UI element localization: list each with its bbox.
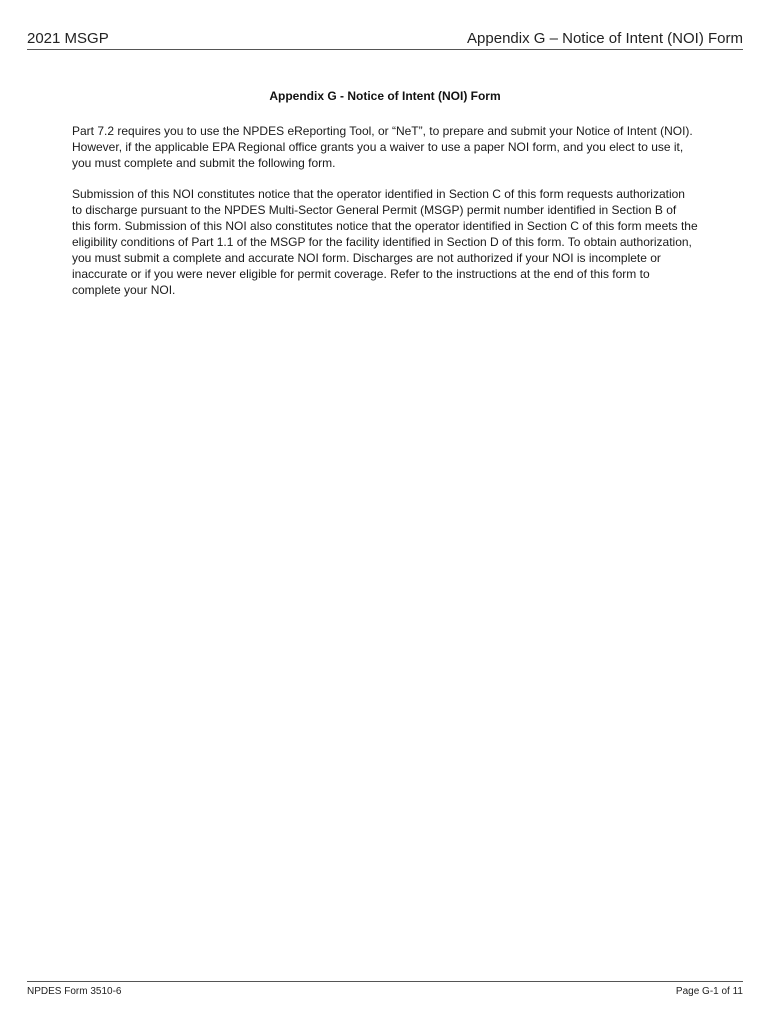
footer-page-number: Page G-1 of 11 bbox=[675, 986, 743, 997]
footer-form-number: NPDES Form 3510-6 bbox=[27, 986, 122, 997]
submission-paragraph: Submission of this NOI constitutes notice that the operator identified in Section C of this form requests authorization to discharge pursuant to the NPDES Multi-Sector General Permit (MSGP) permit number identified in Section B of this form. Submission of this NOI also constitutes notice that the operator identified in Section C of this form meets the eligibility conditions of Part 1.1 of the MSGP for the facility identified in Section D of this form. To obtain authorization, you must submit a complete and accurate NOI form. Discharges are not authorized if your NOI is incomplete or inaccurate or if you were never eligible for permit coverage. Refer to the instructions at the end of this form to complete your NOI. bbox=[72, 187, 698, 297]
header-permit-year: 2021 MSGP bbox=[27, 30, 109, 47]
page-footer bbox=[27, 981, 743, 998]
intro-paragraph: Part 7.2 requires you to use the NPDES eReporting Tool, or “NeT”, to prepare and submit your Notice of Intent (NOI). However, if the applicable EPA Regional office grants you a waiver to use a paper NOI form, and you elect to use it, you must complete and submit the following form. bbox=[72, 124, 693, 170]
document-title: Appendix G - Notice of Intent (NOI) Form bbox=[269, 89, 501, 103]
page-header bbox=[27, 28, 743, 50]
header-appendix-title: Appendix G – Notice of Intent (NOI) Form bbox=[467, 30, 743, 47]
